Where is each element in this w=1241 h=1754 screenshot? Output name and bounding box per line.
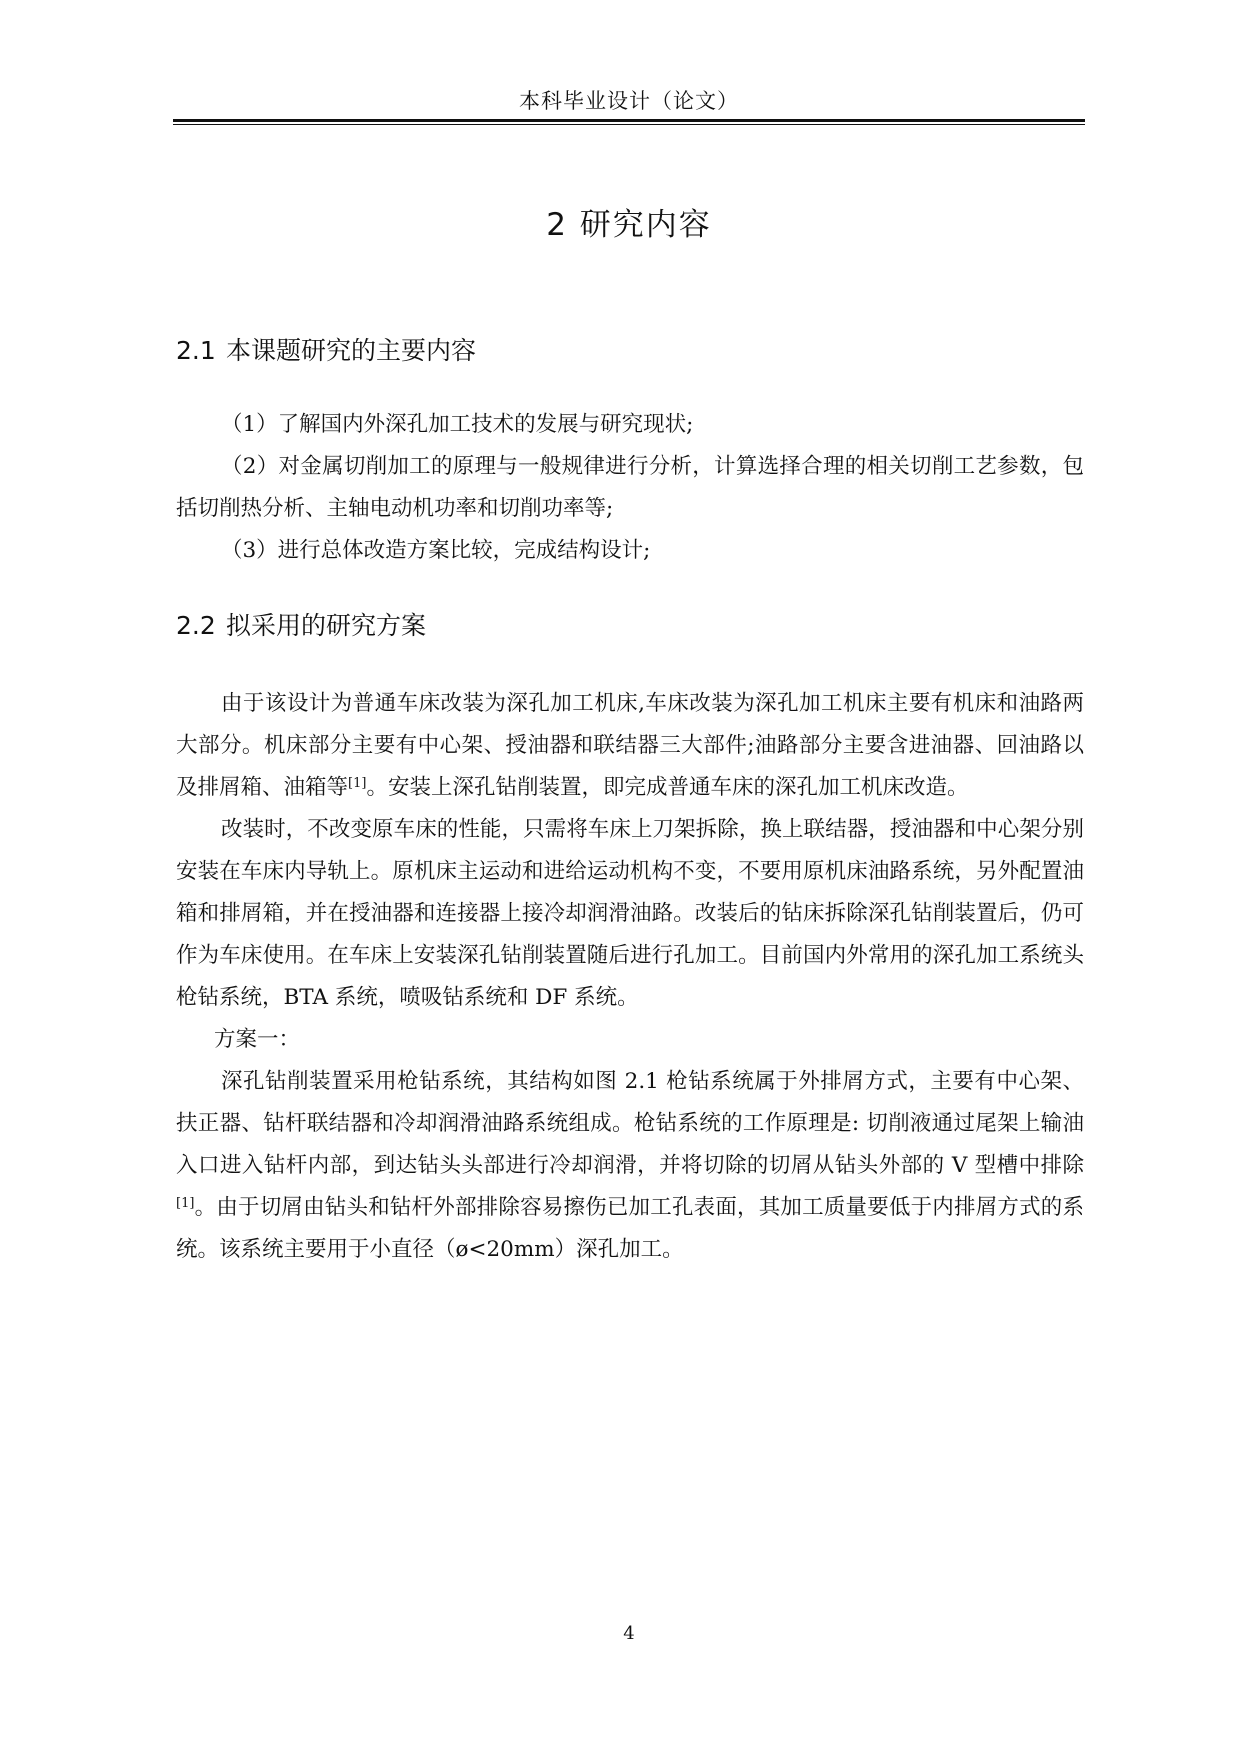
paragraph-1 bbox=[176, 683, 1084, 809]
paragraph-text: 。安装上深孔钻削装置，即完成普通车床的深孔加工机床改造。 bbox=[366, 775, 969, 800]
section-title: 本课题研究的主要内容 bbox=[226, 336, 477, 365]
scheme-label: 方案一： bbox=[214, 1027, 301, 1052]
section-heading-2-2 bbox=[176, 608, 426, 644]
list-item: （1）了解国内外深孔加工技术的发展与研究现状; bbox=[221, 412, 694, 437]
page-number: 4 bbox=[623, 1623, 635, 1644]
citation: [1] bbox=[348, 776, 367, 791]
paragraph-2: 改装时，不改变原车床的性能，只需将车床上刀架拆除，换上联结器，授油器和中心架分别安装在车床内导轨上。原机床主运动和进给运动机构不变，不要用原机床油路系统，另外配置油箱和排屑箱，并在授油器和连接器上接冷却润滑油路。改装后的钻床拆除深孔钻削装置后，仍可作为车床使用。在车床上安装深孔钻削装置随后进行孔加工。目前国内外常用的深孔加工系统头枪钻系统，BTA 系统，喷吸钻系统和 DF 系统。 bbox=[176, 817, 1084, 1010]
header-rule-thick bbox=[173, 119, 1085, 122]
running-header: 本科毕业设计（论文） bbox=[519, 89, 739, 113]
header-rule-thin bbox=[173, 124, 1085, 125]
chapter-title: 2 研究内容 bbox=[546, 207, 712, 243]
section-number: 2.1 bbox=[176, 336, 216, 365]
paragraph-text: 。由于切屑由钻头和钻杆外部排除容易擦伤已加工孔表面，其加工质量要低于内排屑方式的系统。该系统主要用于小直径（ø<20mm）深孔加工。 bbox=[176, 1195, 1084, 1262]
paragraph-3 bbox=[176, 1061, 1084, 1271]
section-heading-2-1 bbox=[176, 333, 476, 369]
paragraph-text: 由于该设计为普通车床改装为深孔加工机床,车床改装为深孔加工机床主要有机床和油路两大部分。机床部分主要有中心架、授油器和联结器三大部件;油路部分主要含进油器、回油路以及排屑箱、油箱等 bbox=[176, 691, 1084, 800]
paragraph-text: 深孔钻削装置采用枪钻系统，其结构如图 2.1 枪钻系统属于外排屑方式，主要有中心架、扶正器、钻杆联结器和冷却润滑油路系统组成。枪钻系统的工作原理是: 切削液通过尾架上输油入口进入钻杆内部，到达钻头头部进行冷却润滑，并将切除的切屑从钻头外部的 V 型槽中排除 bbox=[176, 1069, 1084, 1178]
section-body bbox=[176, 683, 1084, 1271]
section-title: 拟采用的研究方案 bbox=[226, 611, 427, 640]
citation: [1] bbox=[176, 1196, 195, 1211]
section-number: 2.2 bbox=[176, 611, 216, 640]
research-content-list bbox=[176, 404, 1084, 572]
list-item: （2）对金属切削加工的原理与一般规律进行分析，计算选择合理的相关切削工艺参数，包括切削热分析、主轴电动机功率和切削功率等; bbox=[176, 454, 1084, 521]
list-item: （3）进行总体改造方案比较，完成结构设计; bbox=[221, 538, 651, 563]
